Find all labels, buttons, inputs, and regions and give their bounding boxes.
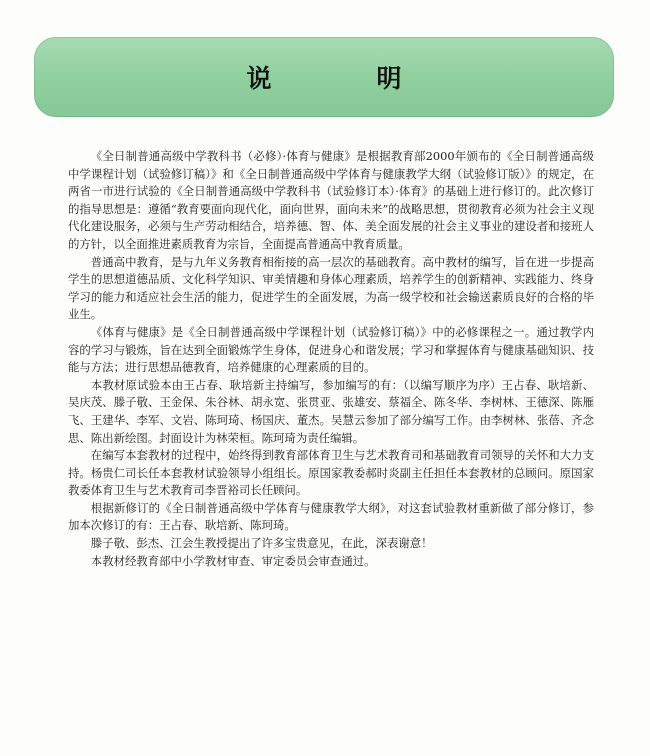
page-title: 说 明	[246, 64, 442, 93]
paragraph-6: 根据新修订的《全日制普通高级中学体育与健康教学大纲》，对这套试验教材重新做了部分修订，参加本次修订的有：王占春、耿培新、陈珂琦。	[68, 500, 594, 533]
paragraph-1: 《全日制普通高级中学教科书（必修）·体育与健康》是根据教育部2000年颁布的《全日制普通高级中学课程计划（试验修订稿）》和《全日制普通高级中学体育与健康教学大纲（试验修订版）》的规定，在两省一市进行试验的《全日制普通高级中学教科书（试验修订本）·体育》的基础上进行修订的。此次修订的指导思想是：遵循“教育要面向现代化，面向世界，面向未来”的战略思想，贯彻教育必须为社会主义现代化建设服务，必须与生产劳动相结合，培养德、智、体、美全面发展的社会主义事业的建设者和接班人的方针，以全面推进素质教育为宗旨，全面提高普通高中教育质量。	[68, 149, 594, 251]
paragraph-8: 本教材经教育部中小学教材审查、审定委员会审查通过。	[90, 553, 376, 568]
paragraph-4: 本教材原试验本由王占春、耿培新主持编写，参加编写的有：（以编写顺序为序）王占春、耿培新、吴庆茂、滕子敬、王金保、朱谷林、胡永宽、张贯亚、张雄安、蔡福全、陈冬华、李树林、王德深、陈雁飞、王建华、李军、文岩、陈珂琦、杨国庆、董杰。吴慧云参加了部分编写工作。由李树林、张蓓、齐念思、陈出新绘图。封面设计为林荣桓。陈珂琦为责任编辑。	[68, 377, 594, 445]
document-body	[68, 148, 594, 570]
title-banner	[34, 37, 614, 117]
paragraph-3: 《体育与健康》是《全日制普通高级中学课程计划（试验修订稿）》中的必修课程之一。通过教学内容的学习与锻炼，旨在达到全面锻炼学生身体，促进身心和谐发展；学习和掌握体育与健康基础知识、技能与方法；进行思想品德教育，培养健康的心理素质的目的。	[68, 324, 594, 375]
paragraph-5: 在编写本套教材的过程中，始终得到教育部体育卫生与艺术教育司和基础教育司领导的关怀和大力支持。杨贵仁司长任本套教材试验领导小组组长。原国家教委郝时炎副主任担任本套教材的总顾问。原国家教委体育卫生与艺术教育司李晋裕司长任顾问。	[68, 448, 594, 498]
paragraph-2: 普通高中教育，是与九年义务教育相衔接的高一层次的基础教育。高中教材的编写，旨在进一步提高学生的思想道德品质、文化科学知识、审美情趣和身体心理素质，培养学生的创新精神、实践能力、终身学习的能力和适应社会生活的能力，促进学生的全面发展，为高一级学校和社会输送素质良好的合格的毕业生。	[68, 254, 594, 322]
paragraph-7: 滕子敬、彭杰、江会生教授提出了许多宝贵意见，在此，深表谢意！	[90, 536, 433, 551]
